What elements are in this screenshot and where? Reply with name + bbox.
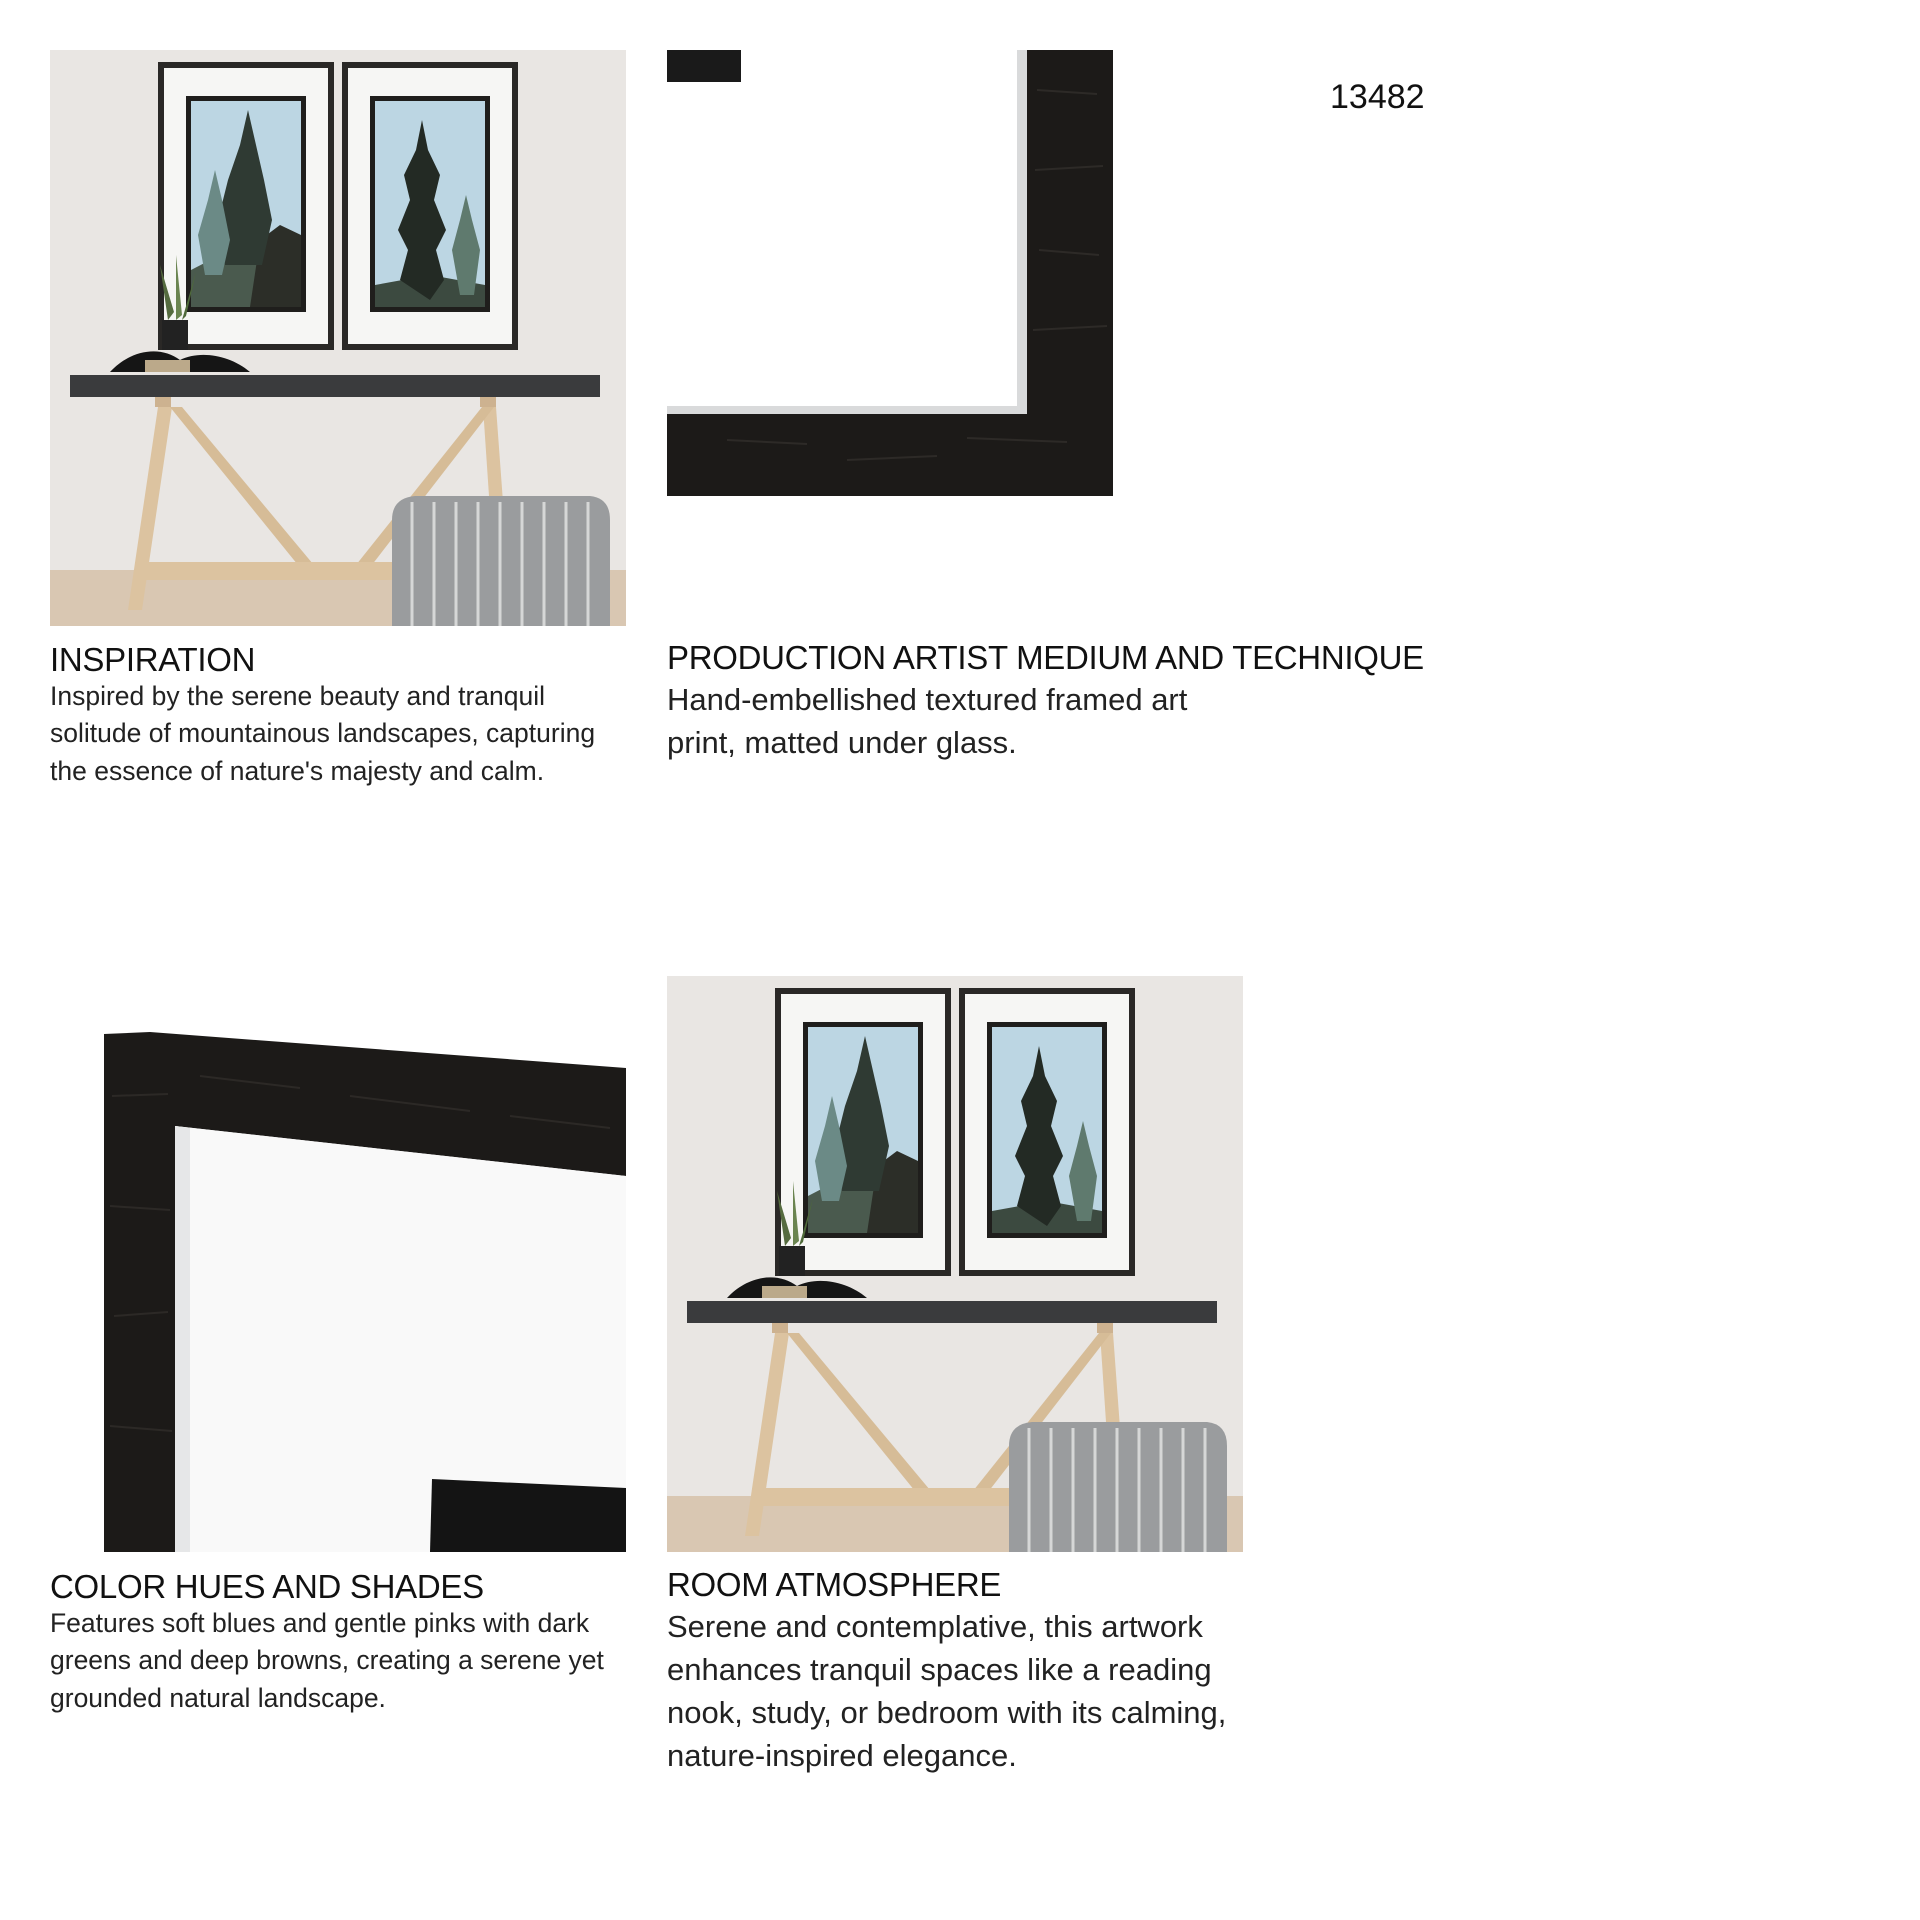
- room-scene-photo: [50, 50, 626, 626]
- product-code: 13482: [1330, 78, 1425, 116]
- production-body: Hand-embellished textured framed art print, matted under glass.: [667, 682, 1188, 760]
- room-scene-photo-2: [667, 976, 1243, 1552]
- color-body: Features soft blues and gentle pinks with dark greens and deep browns, creating a serene yet grounded natural landscape.: [50, 1608, 604, 1713]
- inspiration-body: Inspired by the serene beauty and tranquil solitude of mountainous landscapes, capturing the essence of nature's majesty and calm.: [50, 681, 596, 786]
- production-heading: PRODUCTION ARTIST MEDIUM AND TECHNIQUE: [667, 639, 1424, 676]
- frame-corner-illustration: [667, 50, 1113, 496]
- frame-closeup-illustration: [50, 976, 626, 1552]
- room-body: Serene and contemplative, this artwork enhances tranquil spaces like a reading nook, study, or bedroom with its calming, nature-inspired elegance.: [667, 1609, 1227, 1773]
- frame-closeup-photo: [50, 976, 626, 1552]
- color-heading: COLOR HUES AND SHADES: [50, 1568, 484, 1605]
- inspiration-heading: INSPIRATION: [50, 641, 256, 678]
- room-scene-illustration-2: [667, 976, 1243, 1552]
- room-scene-illustration: [50, 50, 626, 626]
- room-heading: ROOM ATMOSPHERE: [667, 1566, 1002, 1603]
- frame-corner-photo: [667, 50, 1113, 496]
